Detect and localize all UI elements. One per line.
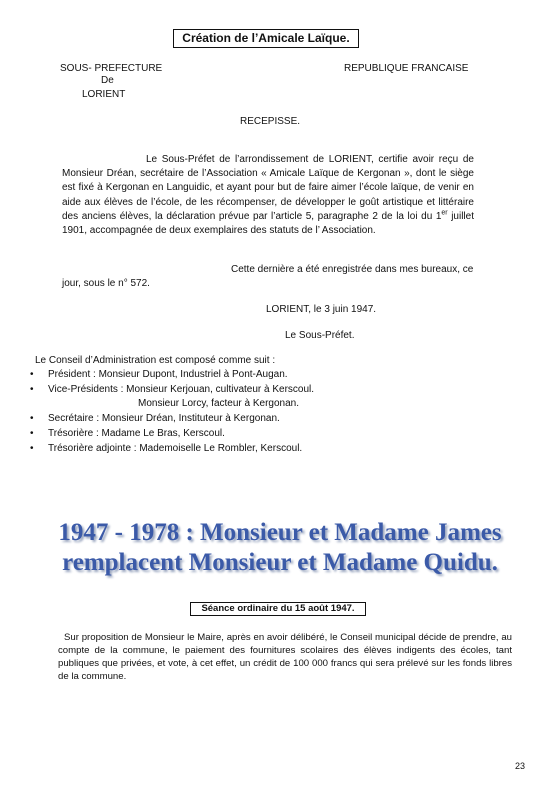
bullet: • <box>30 383 34 395</box>
list-item: • Président : Monsieur Dupont, Industriel à Pont-Augan. <box>30 368 314 383</box>
registration-line-2: jour, sous le n° 572. <box>62 278 150 289</box>
recepisse-heading: RECEPISSE. <box>240 116 301 127</box>
page-title: Création de l’Amicale Laïque. <box>173 29 359 48</box>
council-intro: Le Conseil d’Administration est composé comme suit : <box>35 355 276 366</box>
receipt-text-start: Le Sous-Préfet de l’arrondissement de LORIENT, certifie avoir reçu de Monsieur Dréan, secrétaire de l’Association « Amicale Laïque de Kergonan », dont le siège est fixé à Kergonan en Languidic, et ayant pour but de faire aimer l’école laïque, de venir en aide aux élèves de l’école, de les récompenser, de développer le goût artistique et littéraire des anciens élèves, la déclaration prévue par l’article 5, paragraphe 2 de la loi du 1 <box>62 154 474 222</box>
list-item: • Secrétaire : Monsieur Dréan, Instituteur à Kergonan. <box>30 412 314 427</box>
receipt-paragraph <box>62 153 474 238</box>
bullet: • <box>30 427 34 439</box>
bullet: • <box>30 369 34 380</box>
registration-line-1: Cette dernière a été enregistrée dans mes bureaux, ce <box>231 264 474 275</box>
list-item: • Trésorière adjointe : Mademoiselle Le Rombler, Kerscoul. <box>30 442 314 457</box>
receipt-text-end: juillet 1901, accompagnée de deux exemplaires des statuts de l’ Association. <box>62 210 474 237</box>
list-item: • Vice-Présidents : Monsieur Kerjouan, cultivateur à Kerscoul. <box>30 383 314 398</box>
page-number: 23 <box>515 761 526 771</box>
council-members-list <box>30 368 314 456</box>
header-lorient: LORIENT <box>82 89 126 100</box>
council-decision-paragraph: Sur proposition de Monsieur le Maire, après en avoir délibéré, le Conseil municipal décide de prendre, au compte de la commune, le paiement des fournitures scolaires des élèves indigents des écoles, tant publiques que privées, et vote, à cet effet, un crédit de 100 000 francs qui sera prélevé sur les fonds libres de la commune. <box>58 632 512 682</box>
header-de: De <box>101 75 114 86</box>
section-heading-line-2: remplacent Monsieur et Madame Quidu. <box>62 549 498 576</box>
header-republique: REPUBLIQUE FRANCAISE <box>344 63 469 74</box>
seance-title: Séance ordinaire du 15 août 1947. <box>190 602 366 616</box>
list-item-continuation: Monsieur Lorcy, facteur à Kergonan. <box>138 398 300 410</box>
receipt-superscript: er <box>441 209 448 217</box>
signature-line: Le Sous-Préfet. <box>285 330 355 341</box>
header-sous-prefecture: SOUS- PREFECTURE <box>60 63 163 74</box>
bullet: • <box>30 442 34 454</box>
date-line: LORIENT, le 3 juin 1947. <box>266 304 377 315</box>
bullet: • <box>30 413 34 425</box>
section-heading-line-1: 1947 - 1978 : Monsieur et Madame James <box>58 519 502 546</box>
list-item: • Trésorière : Madame Le Bras, Kerscoul. <box>30 427 314 442</box>
